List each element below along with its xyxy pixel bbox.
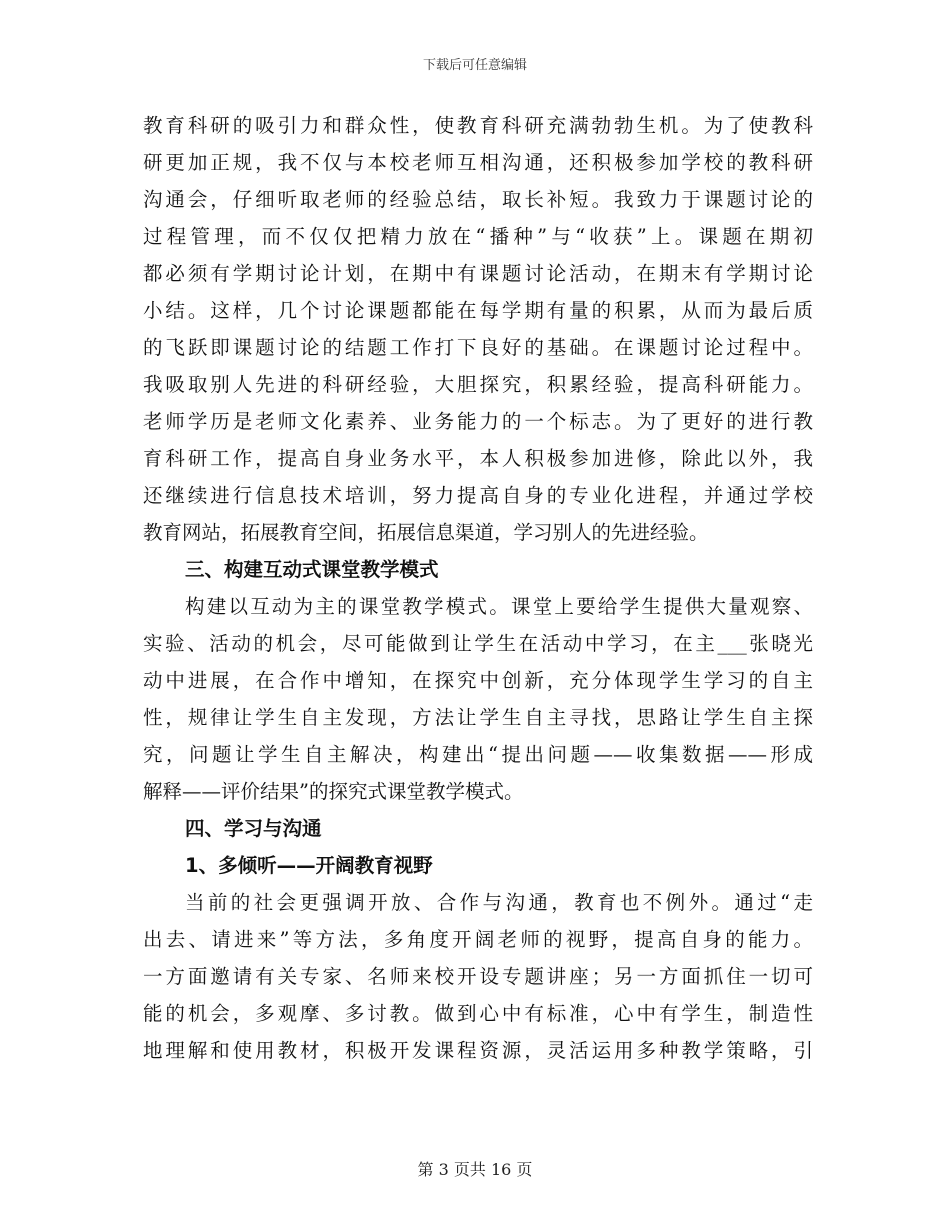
- section-heading: 1、多倾听——开阔教育视野: [185, 854, 433, 877]
- paragraph-line: 性，规律让学生自主发现，方法让学生自主寻找，思路让学生自主探: [143, 706, 813, 729]
- paragraph-line: 出去、请进来”等方法，多角度开阔老师的视野，提高自身的能力。: [143, 928, 813, 951]
- page-footer: 第 3 页共 16 页: [417, 1160, 533, 1179]
- paragraph-line: 过程管理，而不仅仅把精力放在“播种”与“收获”上。课题在期初: [143, 225, 813, 248]
- page-header: 下载后可任意编辑: [422, 58, 527, 73]
- paragraph-line: 实验、活动的机会，尽可能做到让学生在活动中学习，在主___张晓光: [143, 632, 813, 655]
- paragraph-line: 老师学历是老师文化素养、业务能力的一个标志。为了更好的进行教: [143, 410, 813, 433]
- paragraph-line: 一方面邀请有关专家、名师来校开设专题讲座；另一方面抓住一切可: [143, 965, 813, 988]
- paragraph-line: 教育科研的吸引力和群众性，使教育科研充满勃勃生机。为了使教科: [143, 114, 813, 137]
- paragraph-line: 都必须有学期讨论计划，在期中有课题讨论活动，在期末有学期讨论: [143, 262, 813, 285]
- paragraph-line: 还继续进行信息技术培训，努力提高自身的专业化进程，并通过学校: [143, 484, 813, 507]
- paragraph-line: 解释——评价结果”的探究式课堂教学模式。: [143, 780, 524, 803]
- section-heading: 三、构建互动式课堂教学模式: [185, 558, 439, 581]
- paragraph-line: 小结。这样，几个讨论课题都能在每学期有量的积累，从而为最后质: [143, 299, 813, 322]
- paragraph-line: 动中进展，在合作中增知，在探究中创新，充分体现学生学习的自主: [143, 669, 813, 692]
- paragraph-line: 能的机会，多观摩、多讨教。做到心中有标准，心中有学生，制造性: [143, 1002, 813, 1025]
- paragraph-line: 当前的社会更强调开放、合作与沟通，教育也不例外。通过“走: [185, 891, 813, 914]
- paragraph-line: 构建以互动为主的课堂教学模式。课堂上要给学生提供大量观察、: [185, 595, 813, 618]
- paragraph-line: 育科研工作，提高自身业务水平，本人积极参加进修，除此以外，我: [143, 447, 813, 470]
- document-body: [143, 107, 813, 1069]
- section-heading: 四、学习与沟通: [185, 817, 322, 840]
- paragraph-line: 地理解和使用教材，积极开发课程资源，灵活运用多种教学策略，引: [143, 1039, 813, 1062]
- paragraph-line: 研更加正规，我不仅与本校老师互相沟通，还积极参加学校的教科研: [143, 151, 813, 174]
- paragraph-line: 我吸取别人先进的科研经验，大胆探究，积累经验，提高科研能力。: [143, 373, 813, 396]
- paragraph-line: 的飞跃即课题讨论的结题工作打下良好的基础。在课题讨论过程中。: [143, 336, 813, 359]
- paragraph-line: 沟通会，仔细听取老师的经验总结，取长补短。我致力于课题讨论的: [143, 188, 813, 211]
- paragraph-line: 教育网站，拓展教育空间，拓展信息渠道，学习别人的先进经验。: [143, 521, 709, 544]
- paragraph-line: 究，问题让学生自主解决，构建出“提出问题——收集数据——形成: [143, 743, 813, 766]
